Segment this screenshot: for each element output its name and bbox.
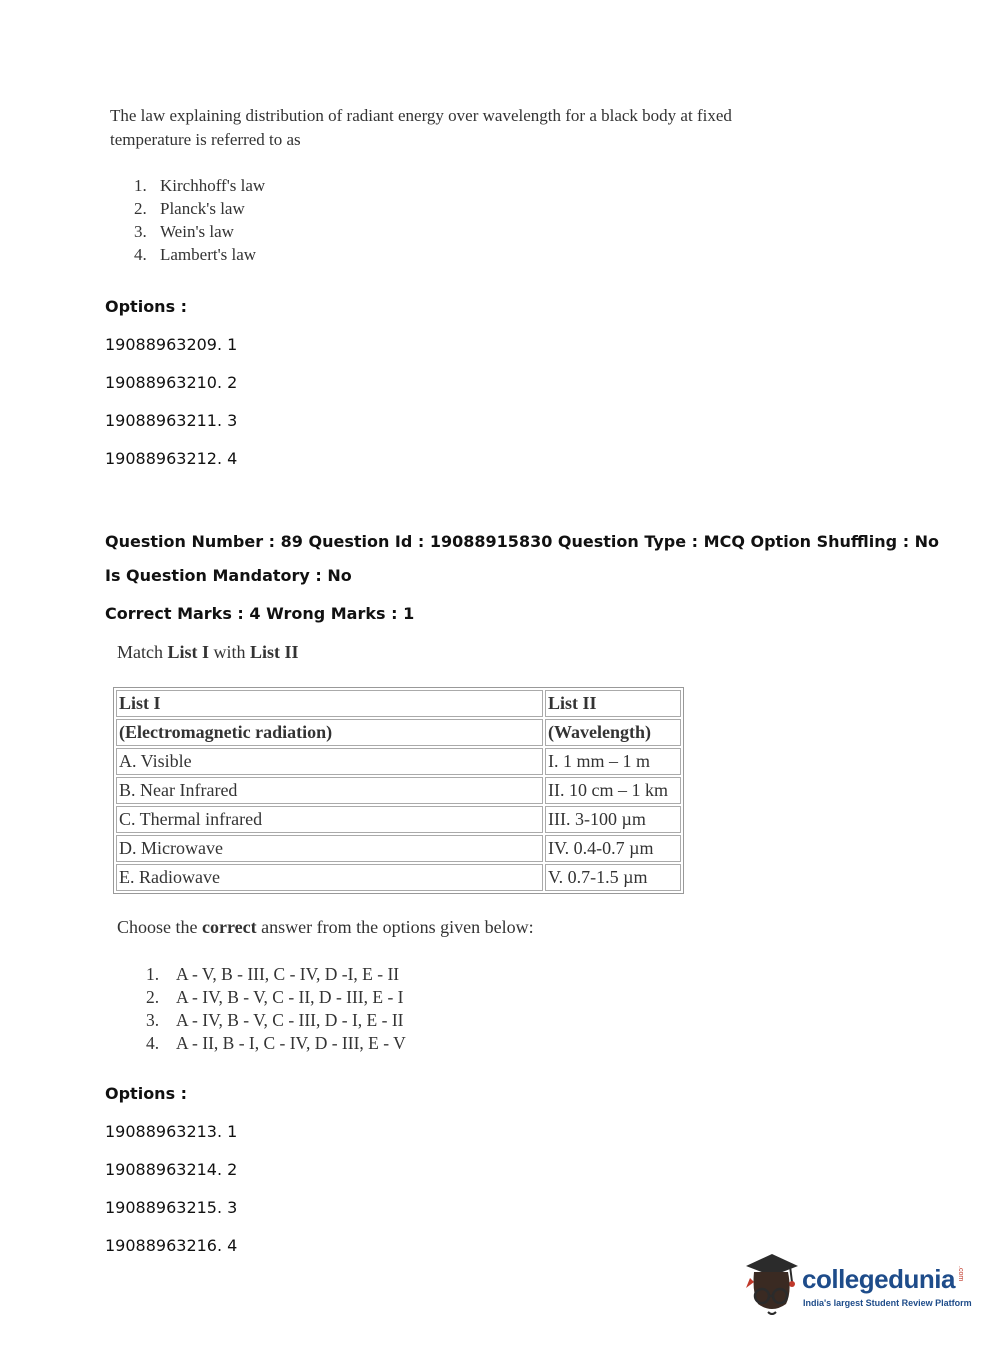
option-item: 19088963216. 4 bbox=[105, 1236, 238, 1255]
question-marks: Correct Marks : 4 Wrong Marks : 1 bbox=[105, 604, 415, 623]
option-item: 19088963213. 1 bbox=[105, 1122, 238, 1141]
mascot-icon bbox=[742, 1252, 802, 1320]
question-mandatory: Is Question Mandatory : No bbox=[105, 566, 352, 585]
table-subheader-cell: (Electromagnetic radiation) bbox=[116, 719, 543, 746]
table-row bbox=[116, 806, 681, 833]
list-item: 1. A - V, B - III, C - IV, D -I, E - II bbox=[146, 964, 400, 984]
list-item: 3. Wein's law bbox=[134, 222, 234, 241]
table-cell: V. 0.7-1.5 µm bbox=[545, 864, 681, 891]
option-item: 19088963215. 3 bbox=[105, 1198, 238, 1217]
question-2-choices bbox=[146, 963, 406, 1055]
match-intro: Match List I with List II bbox=[117, 642, 299, 662]
list-item: 2. A - IV, B - V, C - II, D - III, E - I bbox=[146, 987, 404, 1007]
table-cell: II. 10 cm – 1 km bbox=[545, 777, 681, 804]
table-cell: D. Microwave bbox=[116, 835, 543, 862]
table-cell: B. Near Infrared bbox=[116, 777, 543, 804]
logo-tagline: India's largest Student Review Platform bbox=[803, 1298, 972, 1308]
match-table bbox=[113, 687, 684, 894]
list-item: 3. A - IV, B - V, C - III, D - I, E - II bbox=[146, 1010, 404, 1030]
question-1-text: The law explaining distribution of radiant energy over wavelength for a black body at fixed temperature is referred to as bbox=[110, 106, 732, 149]
option-item: 19088963209. 1 bbox=[105, 335, 238, 354]
table-cell: I. 1 mm – 1 m bbox=[545, 748, 681, 775]
list-item: 4. A - II, B - I, C - IV, D - III, E - V bbox=[146, 1033, 406, 1053]
option-item: 19088963212. 4 bbox=[105, 449, 238, 468]
list-item: 2. Planck's law bbox=[134, 199, 245, 218]
table-row bbox=[116, 835, 681, 862]
options-heading: Options : bbox=[105, 297, 188, 316]
options-heading: Options : bbox=[105, 1084, 188, 1103]
table-cell: E. Radiowave bbox=[116, 864, 543, 891]
table-row bbox=[116, 690, 681, 717]
option-item: 19088963210. 2 bbox=[105, 373, 238, 392]
table-header-cell: List II bbox=[545, 690, 681, 717]
collegedunia-logo[interactable] bbox=[742, 1252, 972, 1322]
question-meta: Question Number : 89 Question Id : 19088915830 Question Type : MCQ Option Shuffling : No bbox=[105, 532, 940, 551]
option-item: 19088963214. 2 bbox=[105, 1160, 238, 1179]
option-item: 19088963211. 3 bbox=[105, 411, 238, 430]
choose-instruction: Choose the correct answer from the options given below: bbox=[117, 917, 534, 937]
list-item: 4. Lambert's law bbox=[134, 245, 257, 264]
table-row bbox=[116, 748, 681, 775]
logo-domain: .com bbox=[957, 1266, 964, 1282]
logo-wordmark: collegedunia bbox=[802, 1264, 955, 1294]
table-cell: III. 3-100 µm bbox=[545, 806, 681, 833]
table-cell: IV. 0.4-0.7 µm bbox=[545, 835, 681, 862]
table-row bbox=[116, 719, 681, 746]
table-cell: C. Thermal infrared bbox=[116, 806, 543, 833]
list-item: 1. Kirchhoff's law bbox=[134, 176, 266, 195]
match-table-wrapper bbox=[113, 687, 684, 894]
table-cell: A. Visible bbox=[116, 748, 543, 775]
table-header-cell: List I bbox=[116, 690, 543, 717]
table-row bbox=[116, 864, 681, 891]
table-row bbox=[116, 777, 681, 804]
question-1-choices bbox=[134, 174, 265, 266]
table-subheader-cell: (Wavelength) bbox=[545, 719, 681, 746]
